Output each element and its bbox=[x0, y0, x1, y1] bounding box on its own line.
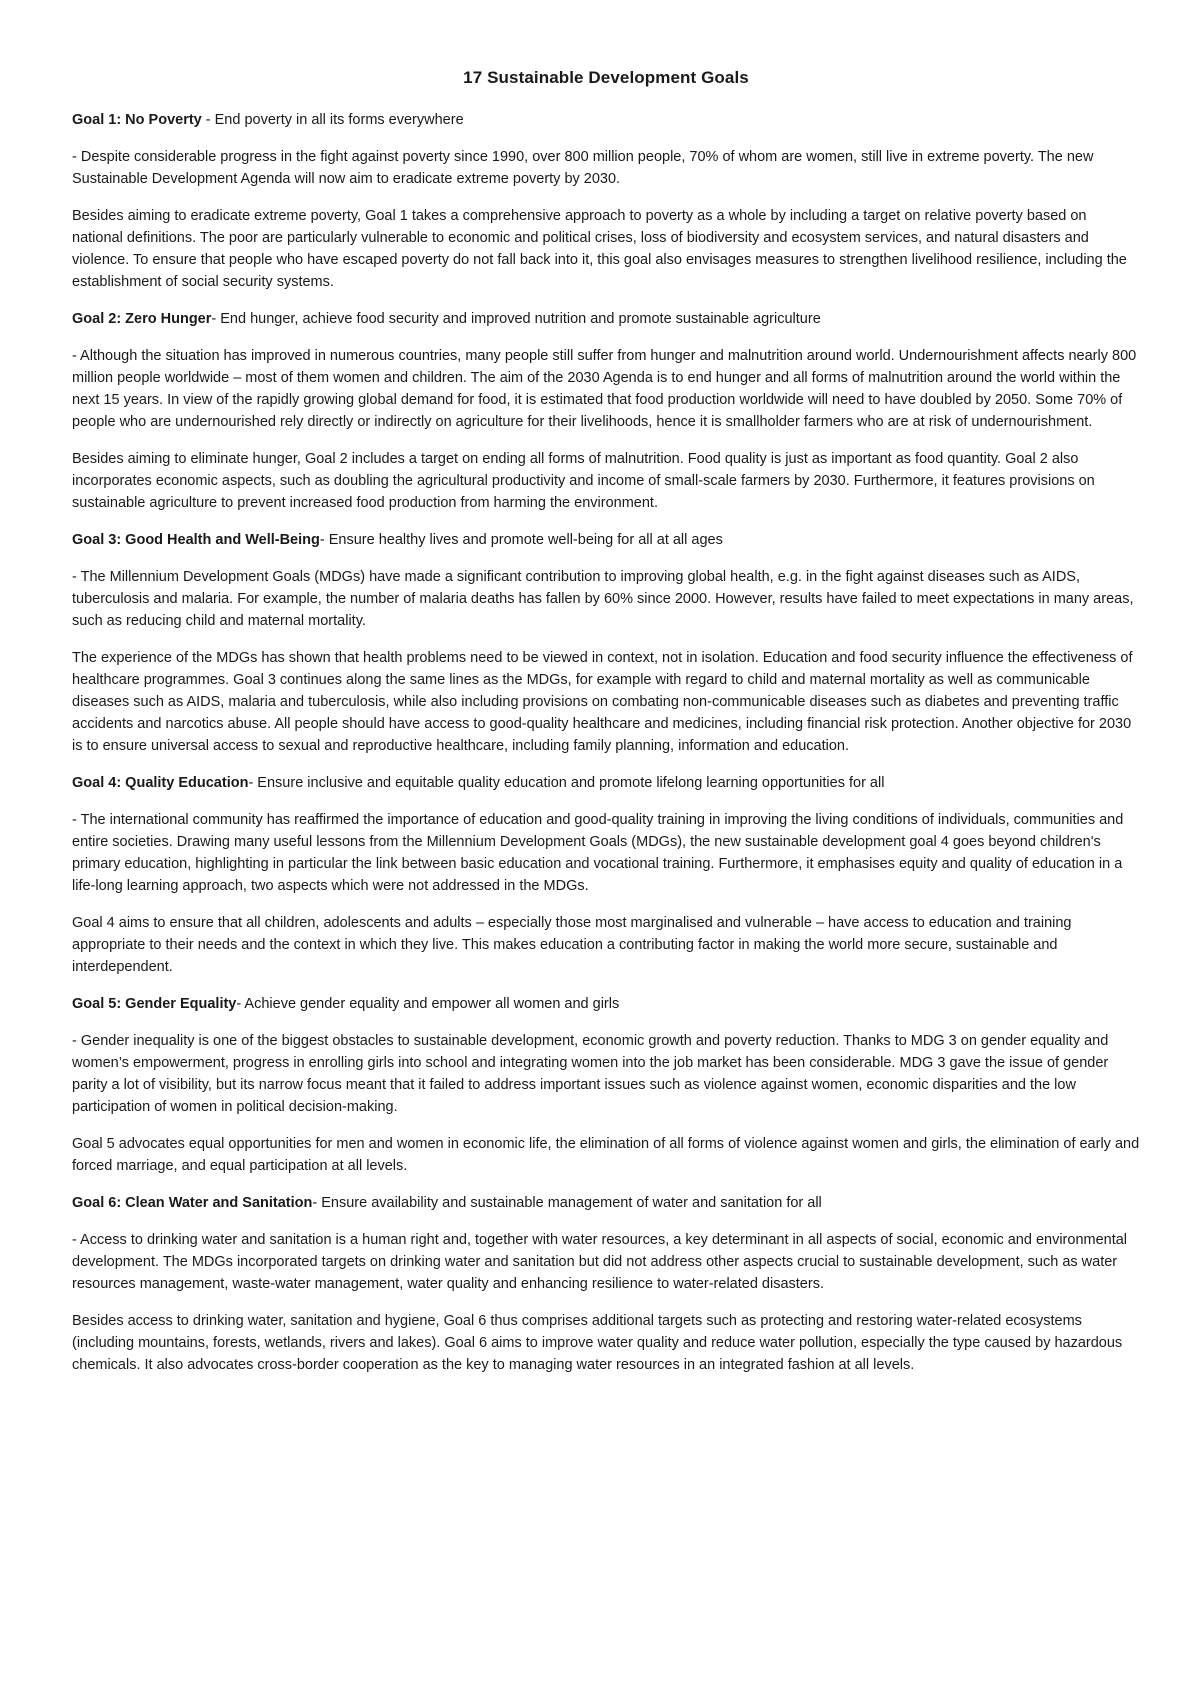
goal-2-heading bbox=[72, 308, 1140, 330]
goal-5-paragraph-2: Goal 5 advocates equal opportunities for men and women in economic life, the elimination of all forms of violence against women and girls, the elimination of early and forced marriage, and equal participation at all levels. bbox=[72, 1136, 1140, 1174]
goal-2-paragraph-2: Besides aiming to eliminate hunger, Goal 2 includes a target on ending all forms of malnutrition. Food quality is just as important as food quantity. Goal 2 also incorporates economic aspects, such as doubling the agricultural productivity and income of small-scale farmers by 2030. Furthermore, it features provisions on sustainable agriculture to prevent increased food production from harming the environment. bbox=[72, 451, 1095, 511]
goal-4-name: Goal 4: Quality Education bbox=[72, 775, 249, 791]
goal-5-paragraph-1: - Gender inequality is one of the biggest obstacles to sustainable development, economic growth and poverty reduction. Thanks to MDG 3 on gender equality and women’s empowerment, progress in enrolling girls into school and integrating women into the job market has been considerable. MDG 3 gave the issue of gender parity a lot of visibility, but its narrow focus meant that it failed to address important issues such as violence against women, economic disparities and the low participation of women in political decision-making. bbox=[72, 1033, 1109, 1115]
goal-3-name: Goal 3: Good Health and Well-Being bbox=[72, 532, 320, 548]
goal-4-tagline: - Ensure inclusive and equitable quality education and promote lifelong learning opportunities for all bbox=[248, 775, 885, 791]
goal-1-tagline: - End poverty in all its forms everywhere bbox=[201, 112, 464, 128]
goal-2-name: Goal 2: Zero Hunger bbox=[72, 311, 212, 327]
goal-1-paragraph-1: - Despite considerable progress in the fight against poverty since 1990, over 800 million people, 70% of whom are women, still live in extreme poverty. The new Sustainable Development Agenda will now aim to eradicate extreme poverty by 2030. bbox=[72, 149, 1094, 187]
goal-6-heading bbox=[72, 1192, 1140, 1214]
goal-5-name: Goal 5: Gender Equality bbox=[72, 996, 237, 1012]
goal-6-paragraph-2: Besides access to drinking water, sanitation and hygiene, Goal 6 thus comprises additional targets such as protecting and restoring water-related ecosystems (including mountains, forests, wetlands, rivers and lakes). Goal 6 aims to improve water quality and reduce water pollution, especially the type caused by hazardous chemicals. It also advocates cross-border cooperation as the key to managing water resources in an integrated fashion at all levels. bbox=[72, 1313, 1123, 1373]
goal-4-paragraph-2: Goal 4 aims to ensure that all children, adolescents and adults – especially those most marginalised and vulnerable – have access to education and training appropriate to their needs and the context in which they live. This makes education a contributing factor in making the world more secure, sustainable and interdependent. bbox=[72, 915, 1072, 975]
goal-1-paragraph-2: Besides aiming to eradicate extreme poverty, Goal 1 takes a comprehensive approach to poverty as a whole by including a target on relative poverty based on national definitions. The poor are particularly vulnerable to economic and political crises, loss of biodiversity and ecosystem services, and natural disasters and violence. To ensure that people who have escaped poverty do not fall back into it, this goal also envisages measures to strengthen livelihood resilience, including the establishment of social security systems. bbox=[72, 208, 1127, 290]
goal-4-heading bbox=[72, 772, 1140, 794]
goal-3-heading bbox=[72, 529, 1140, 551]
goal-6-name: Goal 6: Clean Water and Sanitation bbox=[72, 1195, 313, 1211]
goal-4-paragraph-1: - The international community has reaffirmed the importance of education and good-quality training in improving the living conditions of individuals, communities and entire societies. Drawing many useful lessons from the Millennium Development Goals (MDGs), the new sustainable development goal 4 goes beyond children's primary education, highlighting in particular the link between basic education and vocational training. Furthermore, it emphasises equity and quality of education in a life-long learning approach, two aspects which were not addressed in the MDGs. bbox=[72, 812, 1124, 894]
goal-1-heading bbox=[72, 109, 1140, 131]
goal-1-name: Goal 1: No Poverty bbox=[72, 112, 202, 128]
goal-6-paragraph-1: - Access to drinking water and sanitation is a human right and, together with water resources, a key determinant in all aspects of social, economic and environmental development. The MDGs incorporated targets on drinking water and sanitation but did not address other aspects crucial to sustainable development, such as water resources management, waste-water management, water quality and enhancing resilience to water-related disasters. bbox=[72, 1232, 1128, 1292]
goal-5-heading bbox=[72, 993, 1140, 1015]
goal-3-paragraph-2: The experience of the MDGs has shown that health problems need to be viewed in context, not in isolation. Education and food security influence the effectiveness of healthcare programmes. Goal 3 continues along the same lines as the MDGs, for example with regard to child and maternal mortality as well as communicable diseases such as AIDS, malaria and tuberculosis, while also including provisions on combating non-communicable diseases such as diabetes and preventing traffic accidents and narcotics abuse. All people should have access to good-quality healthcare and medicines, including financial risk protection. Another objective for 2030 is to ensure universal access to sexual and reproductive healthcare, including family planning, information and education. bbox=[72, 650, 1133, 754]
goal-2-tagline: - End hunger, achieve food security and improved nutrition and promote sustainable agriculture bbox=[211, 311, 821, 327]
document-title: 17 Sustainable Development Goals bbox=[463, 68, 749, 87]
goal-5-tagline: - Achieve gender equality and empower all women and girls bbox=[236, 996, 620, 1012]
document-page bbox=[72, 66, 1140, 1391]
goal-6-tagline: - Ensure availability and sustainable management of water and sanitation for all bbox=[312, 1195, 822, 1211]
goal-3-tagline: - Ensure healthy lives and promote well-being for all at all ages bbox=[319, 532, 723, 548]
goal-2-paragraph-1: - Although the situation has improved in numerous countries, many people still suffer from hunger and malnutrition around world. Undernourishment affects nearly 800 million people worldwide – most of them women and children. The aim of the 2030 Agenda is to end hunger and all forms of malnutrition around the world within the next 15 years. In view of the rapidly growing global demand for food, it is estimated that food production worldwide will need to have doubled by 2050. Some 70% of people who are undernourished rely directly or indirectly on agriculture for their livelihoods, hence it is smallholder farmers who are at risk of undernourishment. bbox=[72, 348, 1137, 430]
goal-3-paragraph-1: - The Millennium Development Goals (MDGs) have made a significant contribution to improving global health, e.g. in the fight against diseases such as AIDS, tuberculosis and malaria. For example, the number of malaria deaths has fallen by 60% since 2000. However, results have failed to meet expectations in many areas, such as reducing child and maternal mortality. bbox=[72, 569, 1134, 629]
